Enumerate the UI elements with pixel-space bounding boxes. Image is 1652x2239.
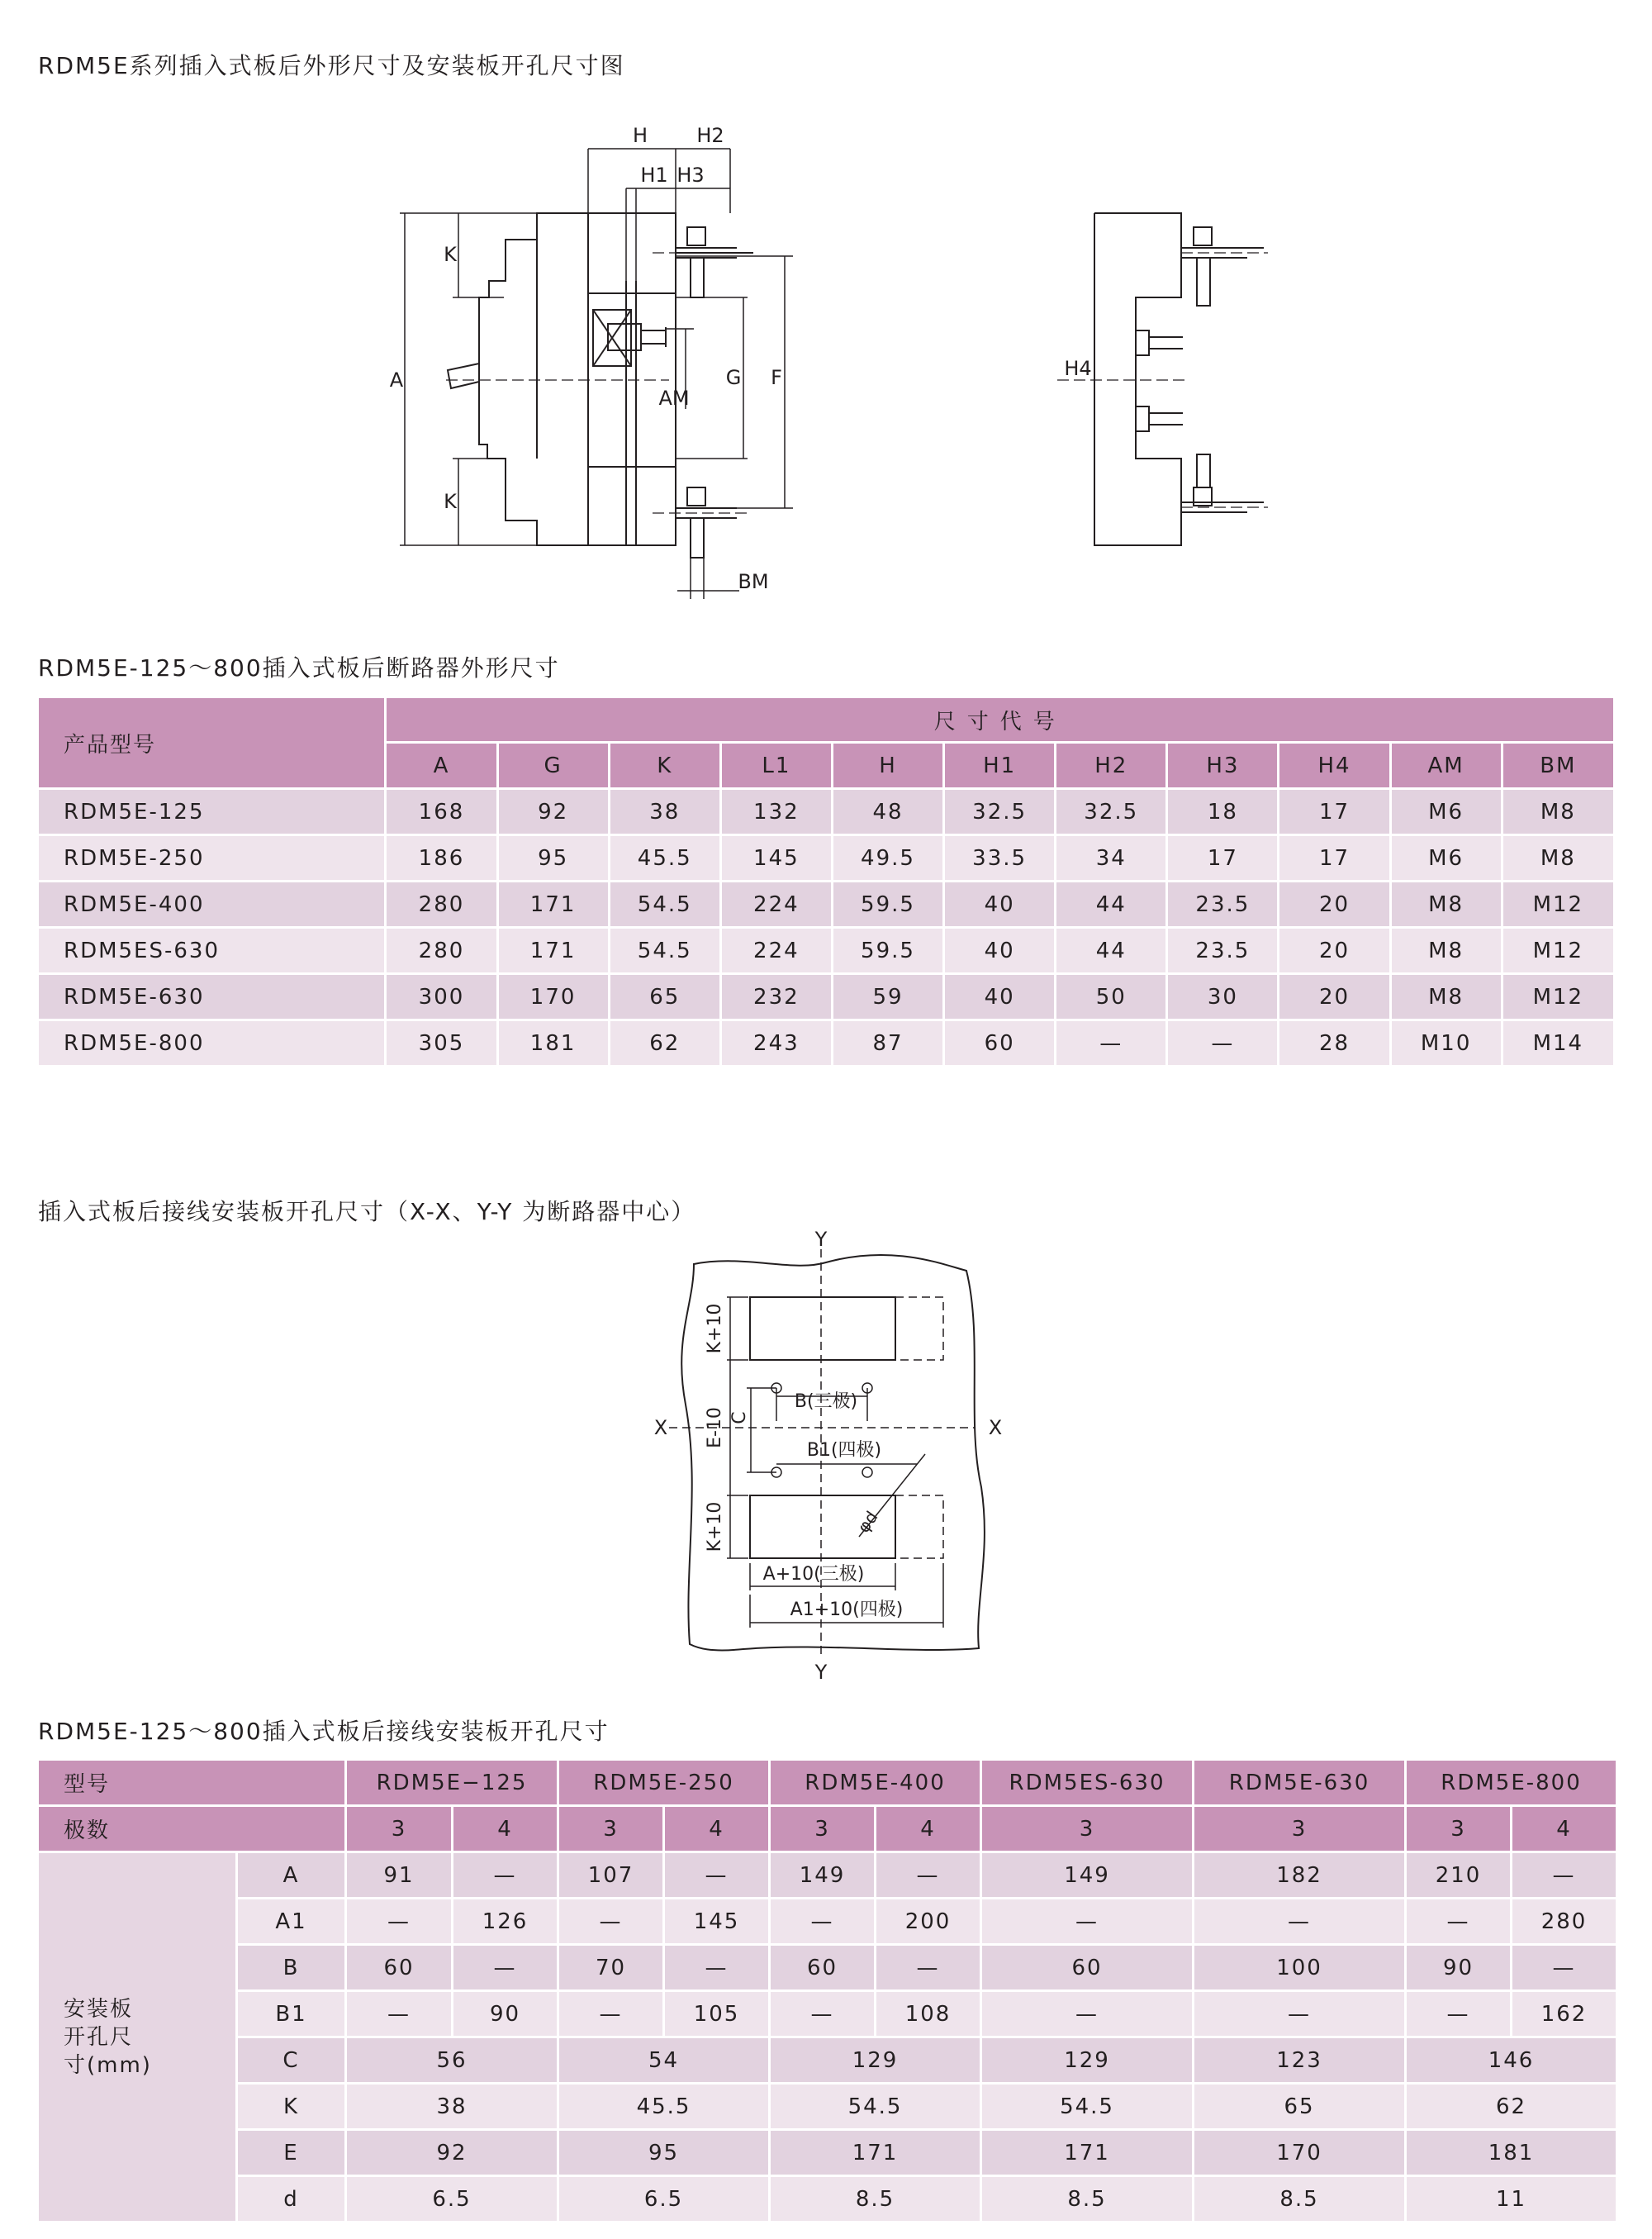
value-cell: 62: [1406, 2084, 1617, 2130]
label-AM: AM: [658, 387, 690, 410]
value-cell: 300: [386, 974, 497, 1020]
table-row: [38, 882, 1615, 928]
table-row: [38, 1945, 1617, 1991]
column-header: A: [386, 743, 497, 789]
value-cell: —: [1167, 1020, 1279, 1067]
value-cell: 170: [1194, 2130, 1406, 2176]
value-cell: 60: [981, 1945, 1194, 1991]
value-cell: 92: [497, 789, 609, 835]
value-cell: 149: [981, 1852, 1194, 1899]
product-model-header: 产品型号: [38, 697, 386, 789]
label-K10-bottom: K+10: [705, 1501, 725, 1552]
table-row: [38, 1852, 1617, 1899]
row-label: B1: [237, 1991, 346, 2037]
value-cell: 49.5: [832, 835, 943, 882]
pole-cell: 4: [453, 1806, 558, 1852]
row-label: E: [237, 2130, 346, 2176]
value-cell: 65: [609, 974, 720, 1020]
value-cell: —: [558, 1991, 664, 2037]
value-cell: —: [453, 1945, 558, 1991]
label-H4: H4: [1064, 357, 1092, 380]
model-header-cell: RDM5ES-630: [981, 1760, 1194, 1806]
value-cell: 50: [1056, 974, 1167, 1020]
table-row: [38, 2176, 1617, 2222]
value-cell: —: [1194, 1899, 1406, 1945]
dimension-table: [36, 696, 1616, 1067]
value-cell: M8: [1502, 835, 1614, 882]
value-cell: 181: [1406, 2130, 1617, 2176]
table-row: [38, 2084, 1617, 2130]
cutout-table: [36, 1758, 1618, 2223]
value-cell: 20: [1279, 928, 1390, 974]
value-cell: M6: [1390, 835, 1502, 882]
value-cell: 60: [346, 1945, 453, 1991]
label-X-left: X: [653, 1416, 668, 1439]
model-header-cell: RDM5E−125: [346, 1760, 558, 1806]
value-cell: 171: [770, 2130, 981, 2176]
value-cell: 280: [386, 882, 497, 928]
label-C: C: [729, 1411, 750, 1424]
pole-cell: 4: [876, 1806, 981, 1852]
model-cell: RDM5E-125: [38, 789, 386, 835]
value-cell: M12: [1502, 928, 1614, 974]
label-A10-three-pole: A+10(三极): [762, 1564, 865, 1585]
value-cell: 65: [1194, 2084, 1406, 2130]
model-header-cell: RDM5E-400: [770, 1760, 981, 1806]
value-cell: 11: [1406, 2176, 1617, 2222]
panel-cutout-drawing: [644, 1231, 1024, 1685]
table-row: [38, 928, 1615, 974]
table-row: [38, 789, 1615, 835]
label-H1: H1: [640, 164, 668, 187]
value-cell: 107: [558, 1852, 664, 1899]
value-cell: 23.5: [1167, 882, 1279, 928]
value-cell: 38: [609, 789, 720, 835]
label-B1-four-pole: B1(四极): [806, 1440, 882, 1461]
value-cell: M12: [1502, 974, 1614, 1020]
row-label: K: [237, 2084, 346, 2130]
value-cell: 59.5: [832, 882, 943, 928]
value-cell: 146: [1406, 2037, 1617, 2084]
model-header-cell: RDM5E-800: [1406, 1760, 1617, 1806]
column-header: H3: [1167, 743, 1279, 789]
pole-cell: 3: [346, 1806, 453, 1852]
value-cell: 56: [346, 2037, 558, 2084]
column-header: H2: [1056, 743, 1167, 789]
column-header: L1: [720, 743, 832, 789]
value-cell: M10: [1390, 1020, 1502, 1067]
label-K-top: K: [444, 243, 457, 266]
value-cell: —: [876, 1852, 981, 1899]
mounting-cutout-group-label: 安装板 开孔尺 寸(mm): [38, 1852, 237, 2222]
row-label: C: [237, 2037, 346, 2084]
label-H2: H2: [696, 124, 724, 147]
value-cell: 59: [832, 974, 943, 1020]
value-cell: 54.5: [981, 2084, 1194, 2130]
pole-cell: 3: [558, 1806, 664, 1852]
value-cell: 129: [981, 2037, 1194, 2084]
model-cell: RDM5E-250: [38, 835, 386, 882]
value-cell: 210: [1406, 1852, 1512, 1899]
model-cell: RDM5E-800: [38, 1020, 386, 1067]
model-header: 型号: [38, 1760, 346, 1806]
label-Y-top: Y: [814, 1231, 828, 1251]
model-cell: RDM5E-400: [38, 882, 386, 928]
value-cell: 181: [497, 1020, 609, 1067]
value-cell: 28: [1279, 1020, 1390, 1067]
label-F: F: [771, 366, 782, 389]
section1-title: RDM5E系列插入式板后外形尺寸及安装板开孔尺寸图: [38, 52, 625, 79]
value-cell: 8.5: [1194, 2176, 1406, 2222]
value-cell: 90: [1406, 1945, 1512, 1991]
value-cell: 280: [386, 928, 497, 974]
breaker-side-view-drawing: [376, 116, 871, 611]
value-cell: —: [876, 1945, 981, 1991]
column-header: G: [497, 743, 609, 789]
value-cell: 105: [664, 1991, 770, 2037]
pole-cell: 3: [1406, 1806, 1512, 1852]
value-cell: 40: [944, 974, 1056, 1020]
value-cell: 6.5: [558, 2176, 770, 2222]
value-cell: 90: [453, 1991, 558, 2037]
value-cell: 92: [346, 2130, 558, 2176]
table-row: [38, 835, 1615, 882]
value-cell: M8: [1390, 928, 1502, 974]
value-cell: —: [1512, 1945, 1617, 1991]
value-cell: —: [1512, 1852, 1617, 1899]
value-cell: —: [1406, 1899, 1512, 1945]
value-cell: 171: [497, 928, 609, 974]
value-cell: 145: [664, 1899, 770, 1945]
value-cell: 32.5: [1056, 789, 1167, 835]
value-cell: 40: [944, 882, 1056, 928]
value-cell: 44: [1056, 882, 1167, 928]
section2-title: 插入式板后接线安装板开孔尺寸（X-X、Y-Y 为断路器中心）: [38, 1198, 696, 1225]
value-cell: 23.5: [1167, 928, 1279, 974]
table-row: [38, 2130, 1617, 2176]
value-cell: 45.5: [558, 2084, 770, 2130]
value-cell: 123: [1194, 2037, 1406, 2084]
breaker-rear-view-drawing: [1041, 198, 1289, 562]
value-cell: —: [664, 1852, 770, 1899]
table-row: [38, 974, 1615, 1020]
value-cell: —: [346, 1991, 453, 2037]
value-cell: 171: [981, 2130, 1194, 2176]
value-cell: 54.5: [770, 2084, 981, 2130]
value-cell: 70: [558, 1945, 664, 1991]
model-header-cell: RDM5E-250: [558, 1760, 770, 1806]
value-cell: 54.5: [609, 928, 720, 974]
value-cell: 59.5: [832, 928, 943, 974]
column-header: K: [609, 743, 720, 789]
value-cell: 38: [346, 2084, 558, 2130]
value-cell: —: [981, 1991, 1194, 2037]
label-Y-bottom: Y: [814, 1661, 828, 1684]
value-cell: —: [453, 1852, 558, 1899]
value-cell: —: [770, 1991, 876, 2037]
value-cell: 20: [1279, 974, 1390, 1020]
value-cell: 200: [876, 1899, 981, 1945]
value-cell: —: [664, 1945, 770, 1991]
pole-cell: 4: [664, 1806, 770, 1852]
value-cell: 62: [609, 1020, 720, 1067]
row-label: d: [237, 2176, 346, 2222]
column-header: H4: [1279, 743, 1390, 789]
label-A: A: [389, 368, 404, 392]
pole-cell: 3: [1194, 1806, 1406, 1852]
value-cell: —: [981, 1899, 1194, 1945]
column-header: AM: [1390, 743, 1502, 789]
value-cell: M8: [1502, 789, 1614, 835]
value-cell: —: [770, 1899, 876, 1945]
column-header: H1: [944, 743, 1056, 789]
value-cell: 243: [720, 1020, 832, 1067]
label-K10-top: K+10: [705, 1303, 725, 1354]
value-cell: 33.5: [944, 835, 1056, 882]
value-cell: —: [1194, 1991, 1406, 2037]
poles-header: 极数: [38, 1806, 346, 1852]
value-cell: 8.5: [770, 2176, 981, 2222]
value-cell: 18: [1167, 789, 1279, 835]
value-cell: 95: [558, 2130, 770, 2176]
value-cell: —: [1056, 1020, 1167, 1067]
value-cell: 129: [770, 2037, 981, 2084]
value-cell: 17: [1167, 835, 1279, 882]
pole-cell: 4: [1512, 1806, 1617, 1852]
value-cell: 305: [386, 1020, 497, 1067]
label-H3: H3: [676, 164, 705, 187]
value-cell: 20: [1279, 882, 1390, 928]
table-row: [38, 1899, 1617, 1945]
value-cell: —: [558, 1899, 664, 1945]
label-BM: BM: [738, 570, 769, 593]
model-header-cell: RDM5E-630: [1194, 1760, 1406, 1806]
value-cell: 45.5: [609, 835, 720, 882]
value-cell: 91: [346, 1852, 453, 1899]
value-cell: —: [346, 1899, 453, 1945]
label-K-bottom: K: [444, 490, 457, 513]
value-cell: 149: [770, 1852, 876, 1899]
value-cell: 95: [497, 835, 609, 882]
value-cell: 6.5: [346, 2176, 558, 2222]
value-cell: 100: [1194, 1945, 1406, 1991]
table1-title: RDM5E-125～800插入式板后断路器外形尺寸: [38, 654, 560, 682]
value-cell: 17: [1279, 835, 1390, 882]
value-cell: M14: [1502, 1020, 1614, 1067]
value-cell: 145: [720, 835, 832, 882]
column-header: BM: [1502, 743, 1614, 789]
label-phi-d: φd: [853, 1507, 882, 1537]
value-cell: 108: [876, 1991, 981, 2037]
table2-title: RDM5E-125～800插入式板后接线安装板开孔尺寸: [38, 1718, 610, 1745]
column-header: H: [832, 743, 943, 789]
value-cell: 186: [386, 835, 497, 882]
value-cell: 232: [720, 974, 832, 1020]
value-cell: 224: [720, 882, 832, 928]
value-cell: 224: [720, 928, 832, 974]
model-cell: RDM5E-630: [38, 974, 386, 1020]
value-cell: 168: [386, 789, 497, 835]
row-label: A1: [237, 1899, 346, 1945]
value-cell: M8: [1390, 882, 1502, 928]
value-cell: 54.5: [609, 882, 720, 928]
model-cell: RDM5ES-630: [38, 928, 386, 974]
value-cell: 162: [1512, 1991, 1617, 2037]
value-cell: 34: [1056, 835, 1167, 882]
value-cell: 44: [1056, 928, 1167, 974]
label-A110-four-pole: A1+10(四极): [790, 1600, 904, 1620]
value-cell: 48: [832, 789, 943, 835]
value-cell: 60: [944, 1020, 1056, 1067]
value-cell: 17: [1279, 789, 1390, 835]
pole-cell: 3: [981, 1806, 1194, 1852]
value-cell: 30: [1167, 974, 1279, 1020]
value-cell: 132: [720, 789, 832, 835]
value-cell: 126: [453, 1899, 558, 1945]
value-cell: 8.5: [981, 2176, 1194, 2222]
value-cell: M6: [1390, 789, 1502, 835]
label-B-three-pole: B(三极): [794, 1391, 858, 1412]
value-cell: 170: [497, 974, 609, 1020]
dimension-code-header: 尺寸代号: [386, 697, 1615, 743]
value-cell: 182: [1194, 1852, 1406, 1899]
value-cell: 54: [558, 2037, 770, 2084]
value-cell: —: [1406, 1991, 1512, 2037]
table-row: [38, 2037, 1617, 2084]
label-H: H: [632, 124, 648, 147]
label-G: G: [725, 366, 742, 389]
table-row: [38, 1991, 1617, 2037]
value-cell: 87: [832, 1020, 943, 1067]
value-cell: 32.5: [944, 789, 1056, 835]
label-E10: E-10: [705, 1407, 725, 1448]
table-row: [38, 1020, 1615, 1067]
row-label: B: [237, 1945, 346, 1991]
value-cell: M12: [1502, 882, 1614, 928]
label-X-right: X: [988, 1416, 1003, 1439]
value-cell: M8: [1390, 974, 1502, 1020]
value-cell: 40: [944, 928, 1056, 974]
row-label: A: [237, 1852, 346, 1899]
value-cell: 280: [1512, 1899, 1617, 1945]
pole-cell: 3: [770, 1806, 876, 1852]
value-cell: 171: [497, 882, 609, 928]
value-cell: 60: [770, 1945, 876, 1991]
